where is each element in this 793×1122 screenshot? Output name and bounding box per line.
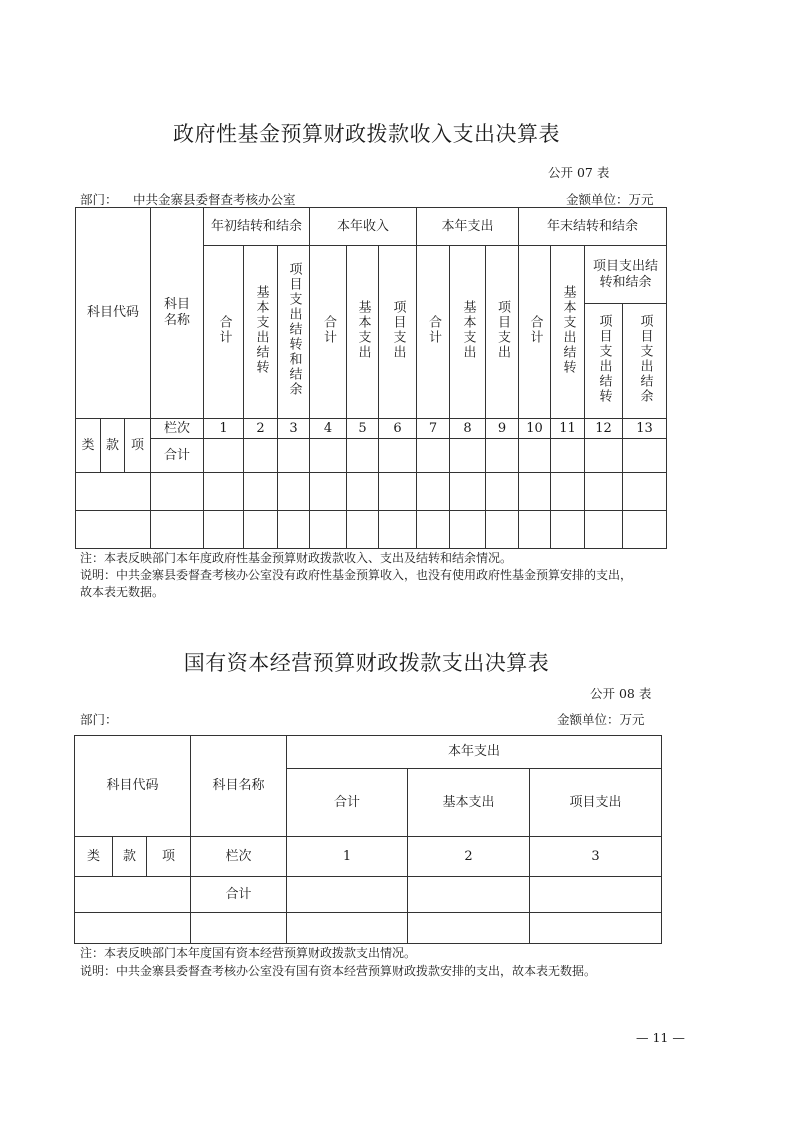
header-group-expense	[417, 208, 519, 246]
empty-cell	[75, 877, 191, 913]
header-group-income	[310, 208, 417, 246]
empty-cell	[519, 439, 551, 473]
empty-cell	[204, 439, 244, 473]
col-num: 5	[347, 419, 379, 439]
col-num: 6	[379, 419, 417, 439]
col-num: 3	[278, 419, 310, 439]
h-expense-basic: 基本支出	[460, 299, 476, 360]
t2-header-subject-code	[75, 736, 191, 837]
table2-title: 国有资本经营预算财政拨款支出决算表	[183, 651, 550, 675]
lei-cell	[76, 419, 101, 473]
col-num: 11	[551, 419, 585, 439]
table2-department-label: 部门：	[80, 712, 118, 727]
empty-cell	[310, 439, 347, 473]
table2-note: 注：本表反映部门本年度国有资本经营预算财政拨款支出情况。	[80, 946, 417, 960]
column-index-label: 栏次	[163, 420, 190, 436]
t2-header-group-expense	[287, 736, 662, 769]
table1-title: 政府性基金预算财政拨款收入支出决算表	[173, 122, 560, 146]
col-num: 12	[585, 419, 623, 439]
header-subject-code	[76, 208, 151, 419]
kuan-label: 款	[105, 437, 119, 453]
sum-label: 合计	[163, 447, 190, 463]
t2-kuan: 款	[113, 837, 147, 877]
table1-unit: 金额单位：万元	[566, 192, 654, 207]
table1-department-name: 中共金寨县委督查考核办公室	[133, 192, 296, 207]
subject-name-label: 科目名称	[163, 297, 190, 328]
empty-cell	[347, 439, 379, 473]
empty-cell	[530, 877, 662, 913]
empty-cell	[623, 439, 667, 473]
table1-explain-line2: 故本表无数据。	[80, 585, 165, 599]
t2-lei: 类	[75, 837, 113, 877]
h-end-total: 合计	[527, 314, 543, 345]
h-begin-total: 合计	[216, 314, 232, 345]
t2-col-num: 2	[408, 837, 530, 877]
h-end-basic-carry: 基本支出结转	[560, 284, 576, 375]
t2-h-project: 项目支出	[530, 769, 662, 837]
group-expense-label: 本年支出	[441, 218, 494, 234]
col-num: 10	[519, 419, 551, 439]
empty-cell	[278, 439, 310, 473]
lei-label: 类	[81, 437, 95, 453]
t2-h-basic: 基本支出	[408, 769, 530, 837]
table2-explain: 说明：中共金寨县委督查考核办公室没有国有资本经营预算财政拨款安排的支出，故本表无数据。	[80, 964, 597, 978]
group-begin-label: 年初结转和结余	[210, 218, 302, 234]
t2-subject-name-label: 科目名称	[212, 778, 265, 793]
empty-cell	[287, 877, 408, 913]
col-num: 13	[623, 419, 667, 439]
empty-cell	[379, 439, 417, 473]
group-end-label: 年末结转和结余	[547, 218, 639, 234]
sum-cell	[151, 439, 204, 473]
empty-cell	[417, 439, 450, 473]
t2-col-num: 3	[530, 837, 662, 877]
col-num: 2	[244, 419, 278, 439]
col-num: 1	[204, 419, 244, 439]
table1-department-label: 部门：	[80, 192, 118, 207]
t2-h-total: 合计	[287, 769, 408, 837]
h-end-project-carry: 项目支出结转	[596, 313, 612, 404]
header-group-begin	[204, 208, 310, 246]
h-begin-project-carry-surplus: 项目支出结转和结余	[286, 262, 302, 397]
table1-note: 注：本表反映部门本年度政府性基金预算财政拨款收入、支出及结转和结余情况。	[80, 551, 513, 565]
group-income-label: 本年收入	[336, 218, 389, 234]
table1-code: 公开 07 表	[548, 165, 610, 180]
h-income-project: 项目支出	[390, 299, 406, 360]
column-index-cell	[151, 419, 204, 439]
table-row	[75, 913, 662, 944]
t2-sum: 合计	[191, 877, 287, 913]
table2-unit: 金额单位：万元	[557, 712, 645, 727]
empty-cell	[585, 439, 623, 473]
h-expense-total: 合计	[426, 314, 441, 345]
empty-cell	[408, 877, 530, 913]
h-income-total: 合计	[321, 314, 336, 345]
table-row	[76, 473, 667, 511]
h-end-project-surplus: 项目支出结余	[637, 313, 653, 404]
kuan-cell	[101, 419, 125, 473]
t2-header-subject-name	[191, 736, 287, 837]
page-number: — 11 —	[636, 1030, 685, 1045]
subject-code-label: 科目代码	[86, 305, 139, 320]
empty-cell	[551, 439, 585, 473]
empty-cell	[244, 439, 278, 473]
t2-col-num: 1	[287, 837, 408, 877]
table2	[74, 735, 662, 944]
table1-explain-line1: 说明：中共金寨县委督查考核办公室没有政府性基金预算收入，也没有使用政府性基金预算安排的支出，	[80, 568, 633, 582]
header-subject-name	[151, 208, 204, 419]
h-income-basic: 基本支出	[355, 299, 371, 360]
table2-code: 公开 08 表	[590, 686, 652, 701]
t2-group-expense-label: 本年支出	[447, 744, 500, 759]
col-num: 8	[450, 419, 486, 439]
table-row	[76, 511, 667, 549]
table1	[75, 207, 667, 549]
header-group-end	[519, 208, 667, 246]
empty-cell	[486, 439, 519, 473]
t2-subject-code-label: 科目代码	[106, 778, 159, 793]
h-end-project-carry-surplus: 项目支出结转和结余	[593, 258, 659, 290]
col-num: 9	[486, 419, 519, 439]
col-num: 7	[417, 419, 450, 439]
h-begin-basic-carry: 基本支出结转	[253, 284, 269, 375]
t2-column-index: 栏次	[191, 837, 287, 877]
xiang-cell	[125, 419, 151, 473]
col-num: 4	[310, 419, 347, 439]
empty-cell	[450, 439, 486, 473]
t2-xiang: 项	[147, 837, 191, 877]
xiang-label: 项	[130, 437, 144, 453]
h-expense-project: 项目支出	[495, 299, 510, 360]
